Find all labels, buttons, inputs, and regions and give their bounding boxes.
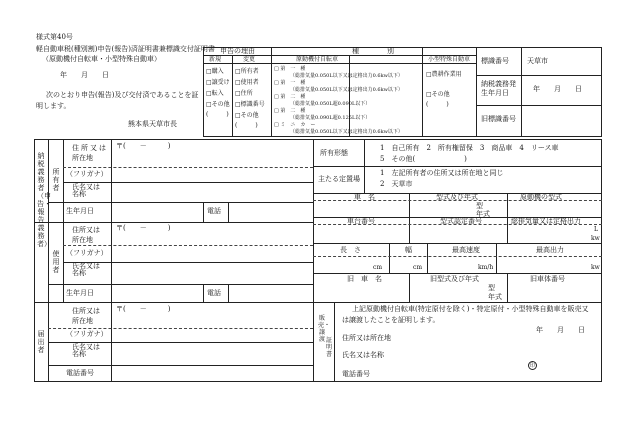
reporter-name-label: 氏名又は名称	[72, 343, 100, 358]
owner-birth-label: 生年月日	[66, 207, 94, 215]
special-option-other[interactable]: □その他	[426, 91, 450, 98]
user-birth-label: 生年月日	[66, 289, 94, 297]
user-side-label: 使用者	[52, 250, 60, 274]
reporter-postal[interactable]: 〒( － )	[116, 305, 171, 313]
max-power-label: 最高出力	[536, 246, 564, 254]
reason-change-header: 変更	[243, 56, 256, 63]
reporter-address-label: 住所又は所在地	[72, 307, 100, 325]
reason-new-purchase[interactable]: □購入	[206, 68, 224, 75]
old-model-label: 旧型式及び年式	[430, 275, 479, 283]
owner-furigana-label: （フリガナ）	[66, 170, 108, 178]
old-name-label: 旧 車 名	[347, 275, 382, 283]
width-unit: cm	[413, 264, 423, 271]
reporter-side-label: 届出者	[37, 330, 45, 354]
cert-number-label: 型式認定番号	[440, 217, 482, 225]
moped-option-2[interactable]: □ 第 一 種	[274, 80, 306, 86]
reason-change-other[interactable]: □その他	[235, 112, 259, 119]
engine-model-label: 原動機の型式	[520, 193, 562, 201]
storage-label: 主たる定置場	[318, 175, 360, 183]
payer-side-label: 納税義務者（申告・報告義務者）	[37, 152, 51, 248]
special-vehicle-header: 小型特殊自動車	[428, 56, 471, 63]
form-number: 様式第40号	[36, 33, 73, 41]
plate-city: 天草市	[527, 57, 548, 65]
reason-change-plate[interactable]: □標識番号	[235, 101, 265, 108]
owner-address-label: 住所又は所在地	[72, 144, 106, 162]
moped-option-3[interactable]: □ 第 二 種	[274, 94, 306, 100]
type-header: 種 別	[352, 47, 394, 55]
issue-date: 年 月 日	[60, 71, 109, 79]
proof-text-line2: 明します。	[36, 102, 71, 110]
ownership-label: 所有形態	[320, 149, 348, 157]
sale-name-label: 氏名又は名称	[342, 351, 384, 359]
moped-option-5[interactable]: □ ミ ニ カ ー	[274, 122, 316, 128]
sale-date: 年 月 日	[536, 326, 585, 334]
seal-mark: 印	[529, 363, 535, 369]
user-furigana-label: （フリガナ）	[66, 249, 108, 257]
moped-option-1-sub: （総排気量0.050L以下又は定格出力0.6kw以下）	[290, 73, 403, 79]
reason-change-address[interactable]: □住所	[235, 90, 253, 97]
old-plate-label: 旧標識番号	[481, 115, 516, 123]
length-label: 長 さ	[340, 246, 361, 254]
reporter-furigana-label: （フリガナ）	[66, 330, 108, 338]
tax-date-label: 納税義務発生年月日	[481, 80, 516, 97]
special-option-paren: ( )	[426, 101, 449, 108]
form-title: 軽自動車税(種別割)申告(報告)済証明書兼標識交付証明書	[36, 45, 215, 53]
reason-new-other-paren: ( )	[206, 111, 229, 118]
moped-option-4-sub: （総排気量0.090L超0.125L以下）	[290, 115, 371, 121]
mayor-name: 熊本県天草市長	[128, 120, 177, 128]
old-model-suffix: 型	[488, 284, 495, 292]
moped-header: 原動機付自転車	[296, 56, 339, 63]
owner-postal[interactable]: 〒( － )	[116, 142, 171, 150]
storage-option-1[interactable]: 1 左記所有者の住所又は所在地と同じ	[380, 169, 504, 177]
owner-side-label: 所有者	[52, 168, 60, 192]
moped-option-2-sub: （総排気量0.050L以下又は定格出力0.6kw以下）	[290, 87, 403, 93]
displacement-label: 総排気量又は定格出力	[511, 217, 581, 225]
moped-option-5-sub: （総排気量0.050L以下又は定格出力0.6kw以下）	[290, 129, 403, 135]
owner-phone-label: 電話	[207, 207, 221, 215]
model-suffix: 型	[476, 202, 483, 210]
sale-text-line1: 上記原動機付自転車(特定原付を除く)・特定原付・小型特殊自動車を販売又	[352, 305, 589, 313]
model-year-label: 型式及び年式	[436, 193, 478, 201]
ownership-options-2[interactable]: 5 その他( )	[380, 155, 467, 163]
top-speed-label: 最高速度	[452, 246, 480, 254]
speed-unit: km/h	[478, 264, 494, 271]
user-postal[interactable]: 〒( － )	[116, 224, 171, 232]
special-option-farm[interactable]: □農耕作業用	[426, 71, 462, 78]
sale-cert-side-label: 証明書	[325, 337, 332, 358]
moped-option-3-sub: （総排気量0.050L超0.090L以下）	[290, 101, 371, 107]
unit-liter: L	[594, 226, 598, 233]
user-name-label: 氏名又は名称	[72, 262, 100, 277]
owner-name-label: 氏名又は名称	[72, 183, 100, 198]
moped-option-4[interactable]: □ 第 二 種	[274, 108, 306, 114]
reason-change-owner[interactable]: □所有者	[235, 68, 259, 75]
width-label: 幅	[405, 246, 412, 254]
old-body-label: 旧車体番号	[530, 275, 565, 283]
moped-option-1[interactable]: □ 第 一 種	[274, 66, 306, 72]
sale-address-label: 住所又は所在地	[342, 334, 391, 342]
reason-new-transfer[interactable]: □譲受け	[206, 79, 230, 86]
reason-header: 申告の理由	[220, 47, 255, 55]
plate-number-label: 標識番号	[481, 57, 509, 65]
sale-side-label: 販売・譲渡	[318, 315, 331, 343]
sale-phone-label: 電話番号	[342, 370, 370, 378]
reason-new-other[interactable]: □その他	[206, 101, 230, 108]
proof-text-line1: 次のとおり申告(報告)及び交付済であることを証	[46, 91, 199, 99]
unit-kw: kw	[591, 235, 600, 242]
user-address-label: 住所又は所在地	[72, 226, 100, 244]
user-phone-label: 電話	[207, 289, 221, 297]
length-unit: cm	[373, 264, 383, 271]
power-unit: kw	[591, 264, 600, 271]
reason-change-user[interactable]: □使用者	[235, 79, 259, 86]
ownership-options[interactable]: 1 自己所有 2 所有権留保 3 商品車 4 リース車	[380, 144, 559, 152]
old-year-suffix: 年式	[488, 293, 502, 301]
frame-number-label: 車台番号	[347, 217, 375, 225]
sale-text-line2: は譲渡したことを証明します。	[342, 316, 440, 324]
storage-option-2[interactable]: 2 天草市	[380, 180, 413, 188]
reporter-phone-label: 電話番号	[66, 369, 94, 377]
vehicle-name-label: 車 名	[354, 193, 375, 201]
tax-date-value: 年 月 日	[533, 85, 582, 93]
form-subtitle: （原動機付自転車・小型特殊自動車）	[42, 55, 161, 63]
reason-new-header: 新規	[209, 56, 222, 63]
reason-change-other-paren: ( )	[235, 122, 258, 129]
year-suffix: 年式	[476, 210, 490, 218]
reason-new-movein[interactable]: □転入	[206, 90, 224, 97]
